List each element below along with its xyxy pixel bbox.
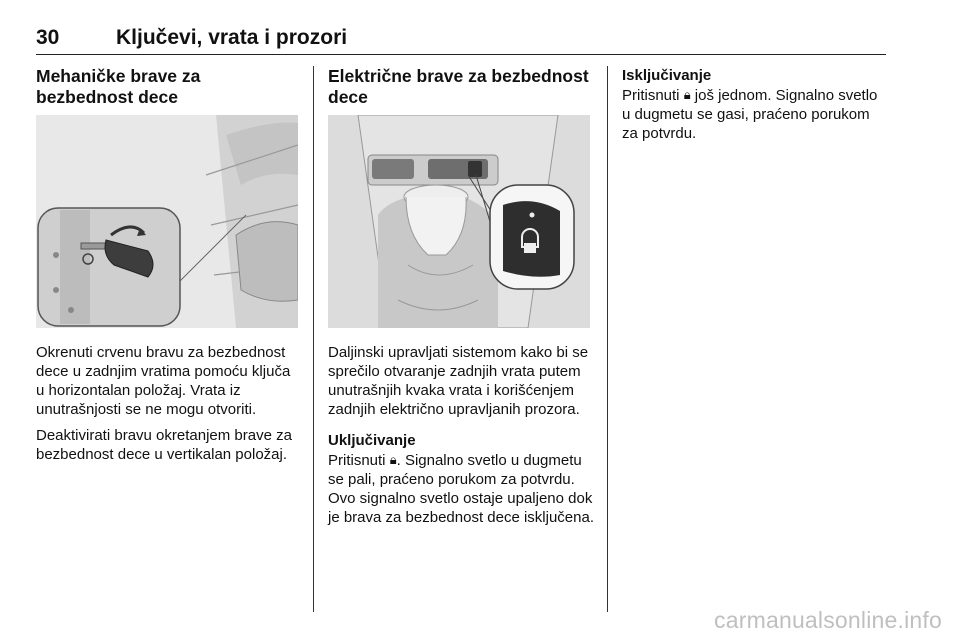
paragraph: Daljinski upravljati sistemom kako bi se sprečilo otvaranje zadnjih vrata putem unutrašnjih kvaka vrata i korišćenjem zadnjih električno upravljanih prozora. [328, 344, 589, 418]
section-title-electric: Električne brave za bezbednost dece [328, 66, 589, 107]
electric-lock-illustration [328, 115, 590, 328]
column-deactivation [622, 66, 884, 143]
page-number: 30 [36, 26, 60, 49]
column-electric [328, 66, 594, 108]
paragraph: Pritisnuti 🔒︎ još jednom. Signalno svetlo u dugmetu se gasi, praćeno porukom za potvrdu. [622, 87, 878, 142]
page-header [36, 26, 886, 55]
paragraph: Deaktivirati bravu okretanjem brave za bezbednost dece u vertikalan položaj. [36, 427, 292, 463]
paragraph: Pritisnuti 🔒︎. Signalno svetlo u dugmetu se pali, praćeno porukom za potvrdu. Ovo signalno svetlo ostaje upaljeno dok je brava za bezbednost dece isključena. [328, 452, 595, 526]
column-divider [607, 66, 608, 612]
column-divider [313, 66, 314, 612]
chapter-title: Ključevi, vrata i prozori [116, 26, 348, 49]
column-mechanical-text [36, 343, 298, 464]
column-mechanical [36, 66, 298, 108]
child-lock-icon: 🔒︎ [683, 87, 691, 102]
watermark: carmanualsonline.info [714, 607, 942, 633]
subheading-activation: Uključivanje [328, 432, 416, 449]
subheading-deactivation: Isključivanje [622, 67, 712, 84]
paragraph: Okrenuti crvenu bravu za bezbednost dece u zadnjim vratima pomoću ključa u horizontalan položaj. Vrata iz unutrašnjosti se ne mogu otvoriti. [36, 344, 291, 418]
mechanical-lock-illustration [36, 115, 298, 328]
section-title-mechanical: Mehaničke brave za bezbednost dece [36, 66, 201, 107]
column-electric-text [328, 343, 594, 527]
child-lock-icon: 🔒︎ [389, 452, 397, 467]
